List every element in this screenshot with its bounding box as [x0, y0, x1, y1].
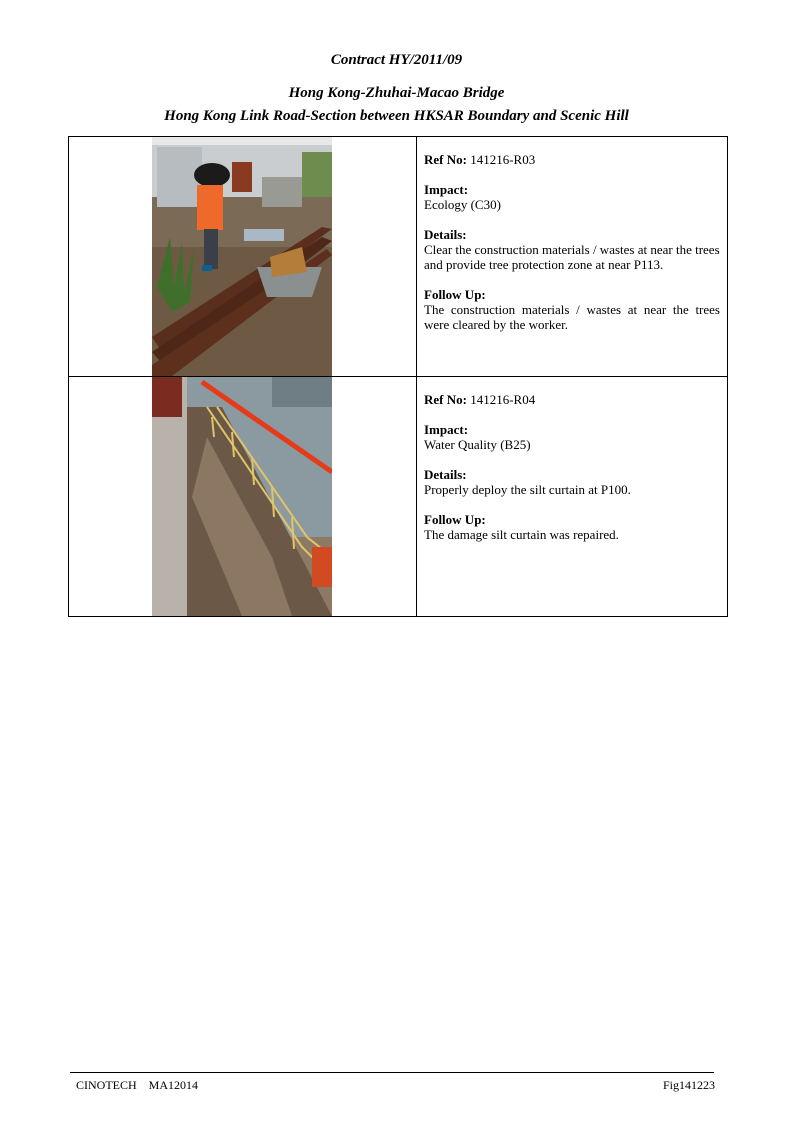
details-label: Details:	[424, 227, 467, 242]
ref-line	[424, 392, 720, 407]
details-block	[424, 227, 720, 272]
impact-value: Ecology (C30)	[424, 197, 501, 212]
section-title: Hong Kong Link Road-Section between HKSAR Boundary and Scenic Hill	[164, 108, 629, 124]
table-row	[69, 137, 728, 377]
project-title: Hong Kong-Zhuhai-Macao Bridge	[288, 85, 505, 101]
impact-value: Water Quality (B25)	[424, 437, 531, 452]
details-value: Clear the construction materials / wastes at near the trees and provide tree protection zone at near P113.	[424, 242, 720, 272]
impact-block	[424, 422, 720, 452]
record-details-cell	[417, 137, 728, 377]
followup-value: The construction materials / wastes at near the trees were cleared by the worker.	[424, 302, 720, 332]
ref-label: Ref No:	[424, 152, 467, 167]
details-value: Properly deploy the silt curtain at P100.	[424, 482, 631, 497]
table-row	[69, 377, 728, 617]
site-photo-silt-curtain	[152, 377, 332, 616]
contract-title: Contract HY/2011/09	[330, 52, 463, 68]
ref-value: 141216-R04	[470, 392, 536, 407]
footer-figure-number: Fig141223	[662, 1078, 715, 1092]
impact-label: Impact:	[424, 422, 469, 437]
footer-divider	[70, 1072, 714, 1073]
followup-label: Follow Up:	[424, 512, 486, 527]
impact-block	[424, 182, 720, 212]
ref-label: Ref No:	[424, 392, 467, 407]
followup-value: The damage silt curtain was repaired.	[424, 527, 619, 542]
record-details-cell	[417, 377, 728, 617]
ref-line	[424, 152, 720, 167]
photo-cell	[69, 137, 417, 377]
followup-block	[424, 512, 720, 542]
details-label: Details:	[424, 467, 467, 482]
impact-label: Impact:	[424, 182, 469, 197]
followup-label: Follow Up:	[424, 287, 486, 302]
followup-block	[424, 287, 720, 332]
photo-cell	[69, 377, 417, 617]
site-inspection-table	[68, 136, 728, 617]
site-photo-worker-clearing-materials	[152, 137, 332, 376]
ref-value: 141216-R03	[470, 152, 536, 167]
details-block	[424, 467, 720, 497]
footer-left-text: CINOTECH MA12014	[76, 1078, 198, 1092]
